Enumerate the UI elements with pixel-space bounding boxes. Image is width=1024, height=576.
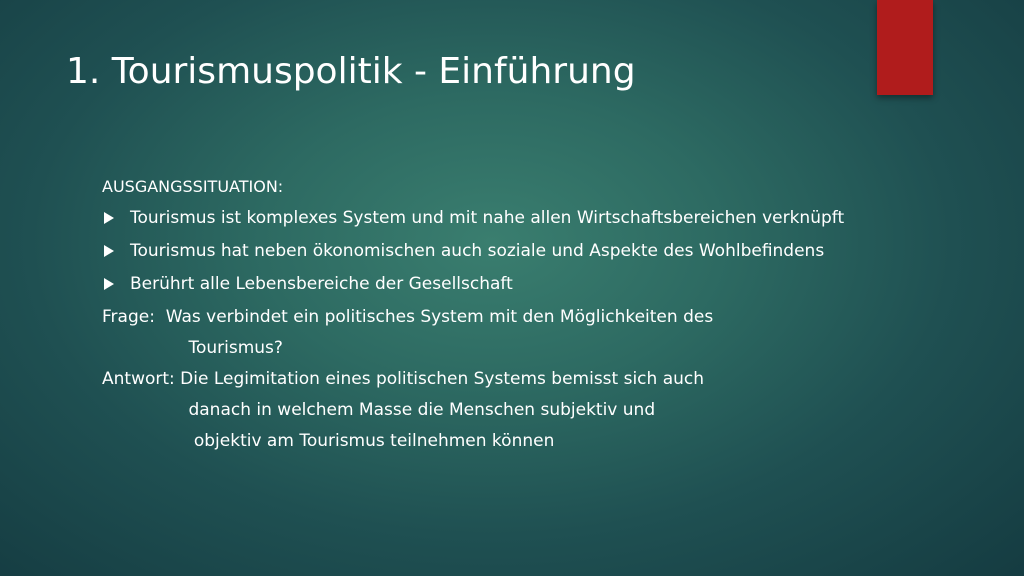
triangle-right-icon	[104, 212, 114, 224]
bullet-item	[102, 274, 922, 295]
question-line: Tourismus?	[102, 338, 283, 358]
slide-title: 1. Tourismuspolitik - Einführung	[66, 51, 636, 92]
bullet-text: Tourismus ist komplexes System und mit nahe allen Wirtschaftsbereichen verknüpft	[130, 208, 845, 228]
bullet-item	[102, 208, 922, 229]
bullet-list	[102, 208, 922, 295]
answer-line: danach in welchem Masse die Menschen subjektiv und	[102, 400, 656, 420]
triangle-right-icon	[104, 278, 114, 290]
triangle-right-icon	[104, 245, 114, 257]
section-heading: AUSGANGSSITUATION:	[102, 177, 284, 196]
accent-bar	[877, 0, 933, 95]
question-line: Frage: Was verbindet ein politisches System mit den Möglichkeiten des	[102, 307, 714, 327]
answer-line: Antwort: Die Legimitation eines politischen Systems bemisst sich auch	[102, 369, 705, 389]
bullet-text: Tourismus hat neben ökonomischen auch soziale und Aspekte des Wohlbefindens	[130, 241, 825, 261]
bullet-text: Berührt alle Lebensbereiche der Gesellschaft	[130, 274, 513, 294]
bullet-item	[102, 241, 922, 262]
answer-line: objektiv am Tourismus teilnehmen können	[102, 431, 555, 451]
slide-content	[102, 176, 922, 462]
